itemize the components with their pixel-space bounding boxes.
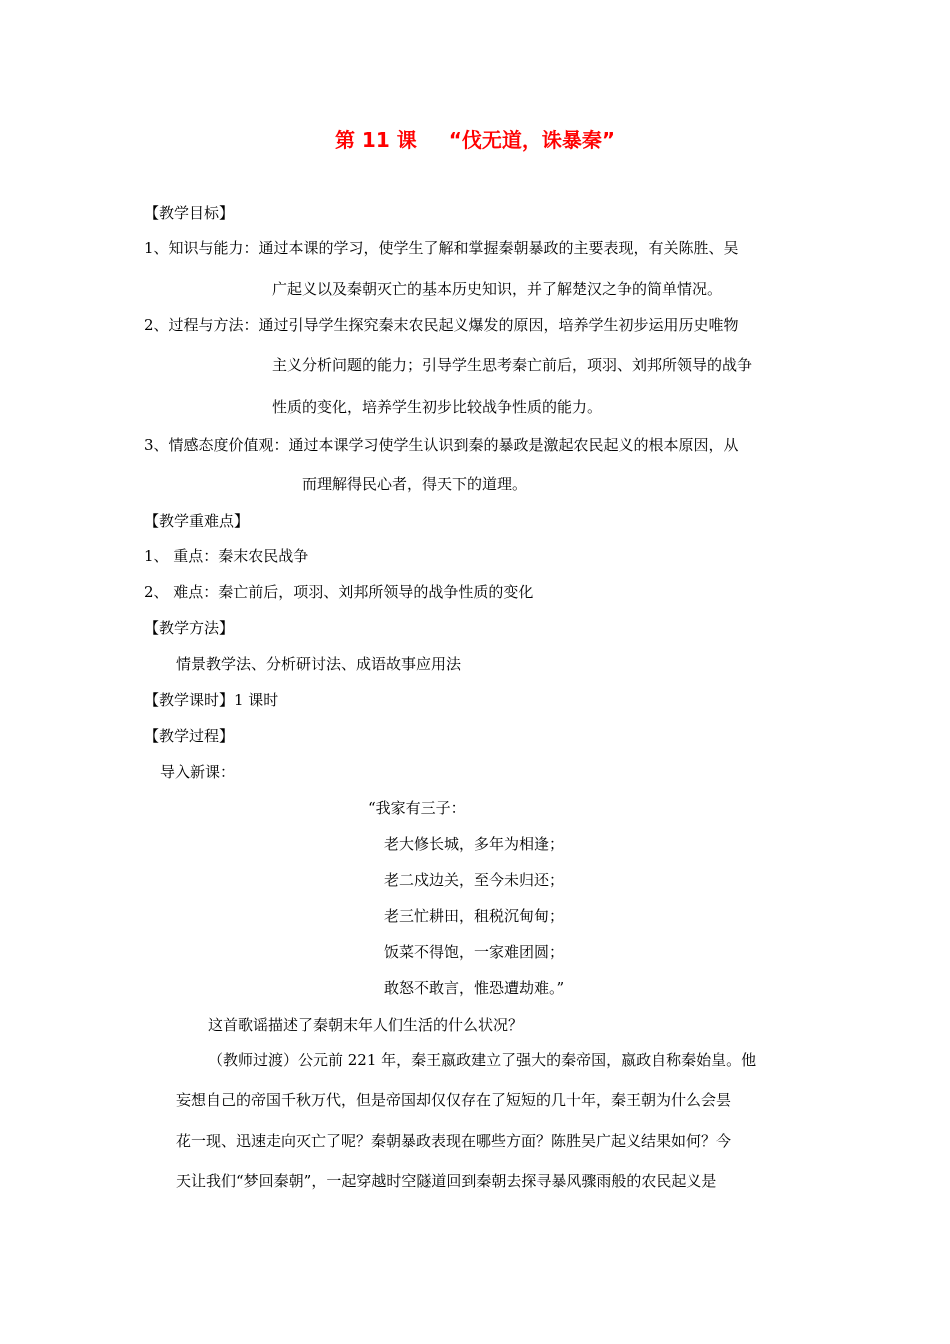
objective-2-line-3: 性质的变化，培养学生初步比较战争性质的能力。 bbox=[272, 398, 603, 416]
objective-3-line-1: 3、情感态度价值观：通过本课学习使学生认识到秦的暴政是激起农民起义的根本原因，从 bbox=[144, 436, 739, 454]
heading-methods: 【教学方法】 bbox=[144, 619, 235, 637]
lesson-name: “伐无道，诛暴秦” bbox=[448, 128, 616, 152]
heading-key-points: 【教学重难点】 bbox=[144, 512, 250, 530]
transition-line-4: 天让我们“梦回秦朝”，一起穿越时空隧道回到秦朝去探寻暴风骤雨般的农民起义是 bbox=[176, 1172, 717, 1190]
ballad-line-6: 敢怒不敢言，惟恐遭劫难。” bbox=[384, 979, 565, 997]
heading-class-hours: 【教学课时】1 课时 bbox=[144, 691, 279, 709]
intro-label: 导入新课： bbox=[160, 763, 236, 781]
lesson-number: 第 11 课 bbox=[334, 128, 417, 152]
objective-2-line-2: 主义分析问题的能力；引导学生思考秦亡前后，项羽、刘邦所领导的战争 bbox=[272, 356, 753, 374]
ballad-line-2: 老大修长城，多年为相逢； bbox=[384, 835, 565, 853]
objective-2-line-1: 2、过程与方法：通过引导学生探究秦末农民起义爆发的原因，培养学生初步运用历史唯物 bbox=[144, 316, 739, 334]
lesson-title bbox=[0, 127, 950, 153]
objective-1-line-2: 广起义以及秦朝灭亡的基本历史知识，并了解楚汉之争的简单情况。 bbox=[272, 280, 723, 298]
ballad-line-3: 老二戍边关，至今未归还； bbox=[384, 871, 565, 889]
objective-3-line-2: 而理解得民心者，得天下的道理。 bbox=[302, 475, 528, 493]
difficult-point: 2、 难点：秦亡前后，项羽、刘邦所领导的战争性质的变化 bbox=[144, 583, 534, 601]
ballad-line-1: “我家有三子： bbox=[368, 799, 466, 817]
objective-1-line-1: 1、知识与能力：通过本课的学习，使学生了解和掌握秦朝暴政的主要表现，有关陈胜、吴 bbox=[144, 239, 739, 257]
ballad-line-4: 老三忙耕田，租税沉甸甸； bbox=[384, 907, 565, 925]
heading-process: 【教学过程】 bbox=[144, 727, 235, 745]
transition-line-3: 花一现、迅速走向灭亡了呢？秦朝暴政表现在哪些方面？陈胜吴广起义结果如何？今 bbox=[176, 1132, 732, 1150]
transition-line-2: 妄想自己的帝国千秋万代，但是帝国却仅仅存在了短短的几十年，秦王朝为什么会昙 bbox=[176, 1091, 732, 1109]
key-point: 1、 重点：秦末农民战争 bbox=[144, 547, 309, 565]
heading-objectives: 【教学目标】 bbox=[144, 204, 235, 222]
ballad-line-5: 饭菜不得饱，一家难团圆； bbox=[384, 943, 565, 961]
ballad-question: 这首歌谣描述了秦朝末年人们生活的什么状况？ bbox=[208, 1016, 524, 1034]
methods-text: 情景教学法、分析研讨法、成语故事应用法 bbox=[176, 655, 462, 673]
transition-line-1: （教师过渡）公元前 221 年，秦王嬴政建立了强大的秦帝国，嬴政自称秦始皇。他 bbox=[208, 1051, 757, 1069]
